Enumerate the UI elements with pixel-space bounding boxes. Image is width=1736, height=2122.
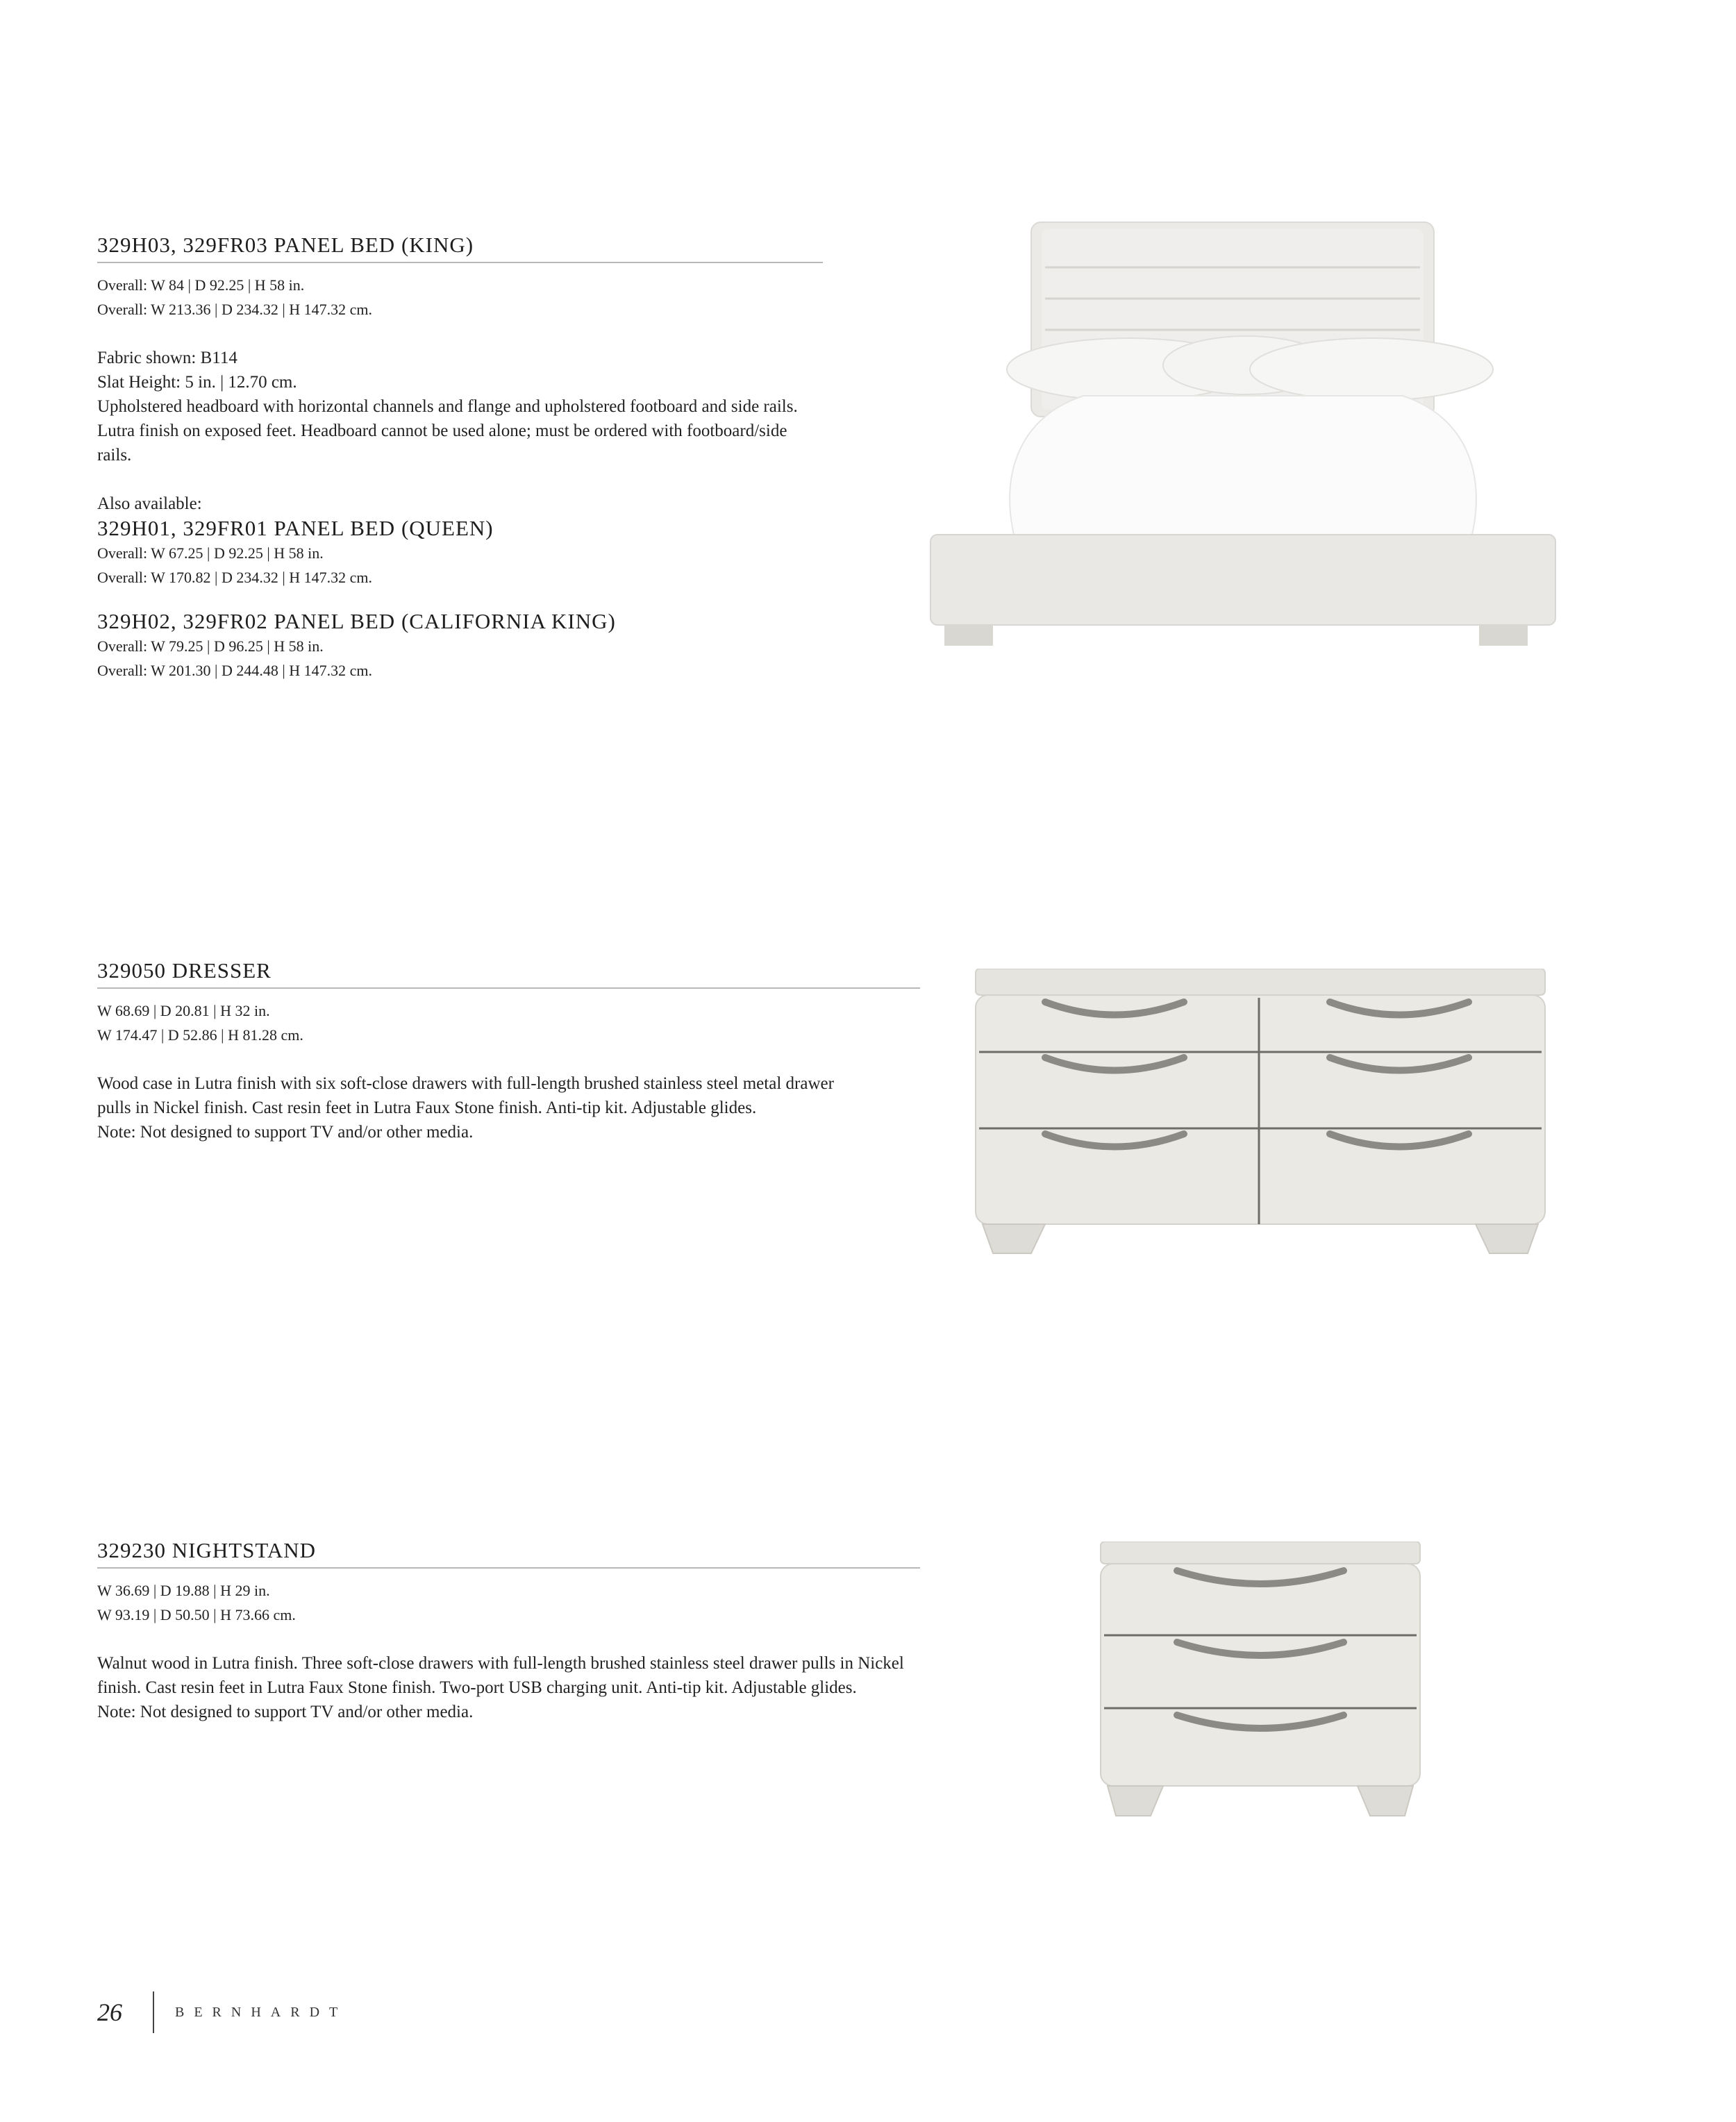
nightstand-title: 329230 NIGHTSTAND [97, 1538, 920, 1569]
nightstand-description: Walnut wood in Lutra finish. Three soft-close drawers with full-length brushed stainless steel drawer pulls in Nickel finish. Cast resin feet in Lutra Faux Stone finish. Two-port USB charging unit. Anti-tip kit. Adjustable glides. [97, 1654, 904, 1697]
nightstand-dim-cm: W 93.19 | D 50.50 | H 73.66 cm. [97, 1606, 296, 1623]
queen-dimensions [97, 541, 823, 590]
bed-dimensions [97, 273, 823, 321]
dresser-image [969, 969, 1552, 1260]
bed-title: 329H03, 329FR03 PANEL BED (KING) [97, 233, 823, 263]
dresser-section [97, 958, 920, 1144]
nightstand-section [97, 1538, 920, 1724]
dresser-description: Wood case in Lutra finish with six soft-close drawers with full-length brushed stainless steel metal drawer pulls in Nickel finish. Cast resin feet in Lutra Faux Stone finish. Anti-tip kit. Adjustable glides. [97, 1074, 834, 1117]
bed-dim-inches: Overall: W 84 | D 92.25 | H 58 in. [97, 276, 305, 294]
dresser-dim-inches: W 68.69 | D 20.81 | H 32 in. [97, 1002, 270, 1019]
dresser-note: Note: Not designed to support TV and/or other media. [97, 1123, 474, 1142]
queen-dim-cm: Overall: W 170.82 | D 234.32 | H 147.32 cm. [97, 569, 373, 586]
also-available-label: Also available: [97, 494, 202, 513]
dresser-dimensions [97, 999, 920, 1047]
cal-king-dim-inches: Overall: W 79.25 | D 96.25 | H 58 in. [97, 637, 324, 655]
cal-king-dim-cm: Overall: W 201.30 | D 244.48 | H 147.32 cm. [97, 662, 373, 679]
cal-king-dimensions [97, 634, 823, 683]
footer-divider [153, 1991, 154, 2033]
bed-slat-height: Slat Height: 5 in. | 12.70 cm. [97, 373, 297, 392]
brand-name: BERNHARDT [175, 2004, 348, 2020]
panel-bed-image [917, 208, 1569, 660]
nightstand-image [1094, 1542, 1427, 1826]
bed-section [97, 233, 823, 683]
nightstand-note: Note: Not designed to support TV and/or other media. [97, 1703, 474, 1721]
nightstand-dimensions [97, 1578, 920, 1627]
page-number: 26 [97, 1998, 122, 2026]
bed-fabric: Fabric shown: B114 [97, 349, 237, 367]
bed-description: Upholstered headboard with horizontal channels and flange and upholstered footboard and side rails. Lutra finish on exposed feet. Headboard cannot be used alone; must be ordered with footboard/side rails. [97, 397, 798, 465]
dresser-dim-cm: W 174.47 | D 52.86 | H 81.28 cm. [97, 1026, 303, 1044]
bed-dim-cm: Overall: W 213.36 | D 234.32 | H 147.32 cm. [97, 301, 373, 318]
queen-title: 329H01, 329FR01 PANEL BED (QUEEN) [97, 516, 494, 540]
cal-king-title: 329H02, 329FR02 PANEL BED (CALIFORNIA KING) [97, 609, 616, 633]
queen-dim-inches: Overall: W 67.25 | D 92.25 | H 58 in. [97, 544, 324, 562]
page-footer [97, 1991, 347, 2033]
nightstand-dim-inches: W 36.69 | D 19.88 | H 29 in. [97, 1582, 270, 1599]
dresser-title: 329050 DRESSER [97, 958, 920, 989]
